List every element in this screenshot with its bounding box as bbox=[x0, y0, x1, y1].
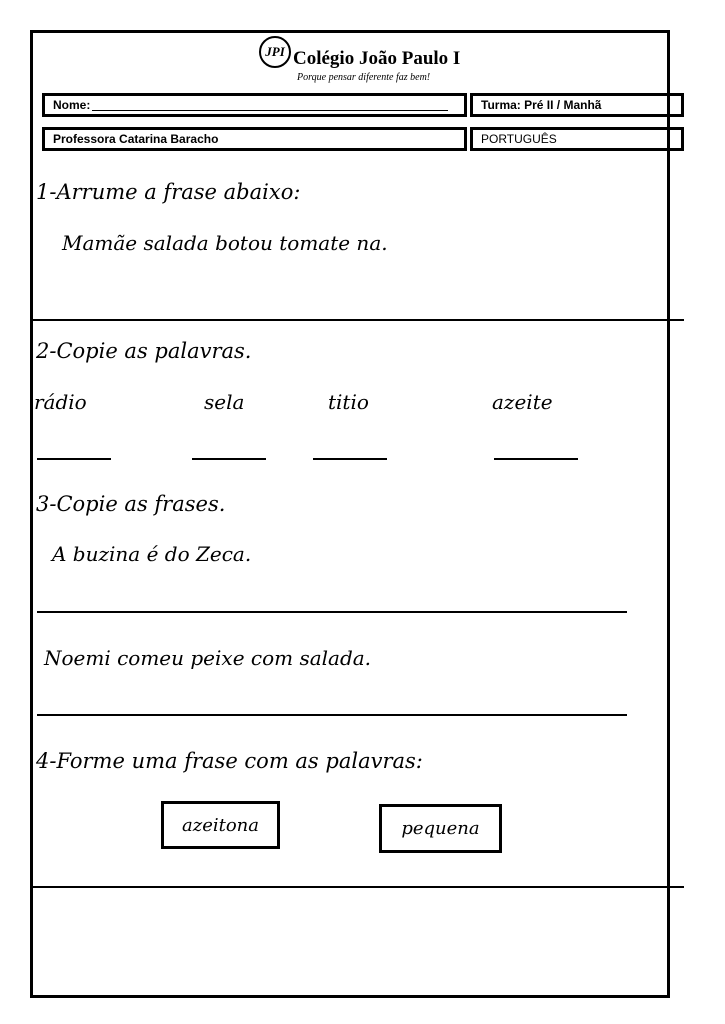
word-box-azeitona bbox=[161, 801, 280, 849]
teacher-label: Professora Catarina Baracho bbox=[53, 132, 219, 146]
name-line bbox=[92, 99, 448, 111]
section-divider bbox=[32, 319, 684, 321]
q2-answer-line-3[interactable] bbox=[313, 458, 387, 460]
q4-heading: 4-Forme uma frase com as palavras: bbox=[36, 749, 423, 773]
q2-answer-line-1[interactable] bbox=[37, 458, 111, 460]
q1-sentence: Mamãe salada botou tomate na. bbox=[62, 231, 388, 255]
q2-word-2: sela bbox=[204, 390, 245, 414]
subject-label: PORTUGUÊS bbox=[481, 132, 557, 146]
q2-heading: 2-Copie as palavras. bbox=[36, 339, 252, 363]
class-box bbox=[470, 93, 684, 117]
q1-heading: 1-Arrume a frase abaixo: bbox=[36, 180, 301, 204]
word-box-pequena bbox=[379, 804, 502, 853]
class-label: Turma: Pré II / Manhã bbox=[481, 98, 602, 112]
word-box-label-2: pequena bbox=[401, 818, 480, 839]
school-slogan: Porque pensar diferente faz bem! bbox=[297, 72, 431, 83]
q2-word-3: titio bbox=[328, 390, 369, 414]
school-logo: JPI bbox=[259, 36, 291, 68]
section-divider-bottom bbox=[32, 886, 684, 888]
q3-answer-line-1[interactable] bbox=[37, 611, 627, 613]
q3-answer-line-2[interactable] bbox=[37, 714, 627, 716]
q2-word-4: azeite bbox=[492, 390, 553, 414]
q2-answer-line-2[interactable] bbox=[192, 458, 266, 460]
q3-sentence-1: A buzina é do Zeca. bbox=[52, 542, 252, 566]
subject-box bbox=[470, 127, 684, 151]
q3-sentence-2: Noemi comeu peixe com salada. bbox=[44, 646, 372, 670]
name-field[interactable] bbox=[42, 93, 467, 117]
q2-answer-line-4[interactable] bbox=[494, 458, 578, 460]
q3-heading: 3-Copie as frases. bbox=[36, 492, 226, 516]
school-name: Colégio João Paulo I bbox=[293, 48, 461, 69]
name-label: Nome: bbox=[53, 98, 91, 112]
teacher-box bbox=[42, 127, 467, 151]
q2-word-1: rádio bbox=[34, 390, 87, 414]
word-box-label-1: azeitona bbox=[181, 814, 260, 836]
